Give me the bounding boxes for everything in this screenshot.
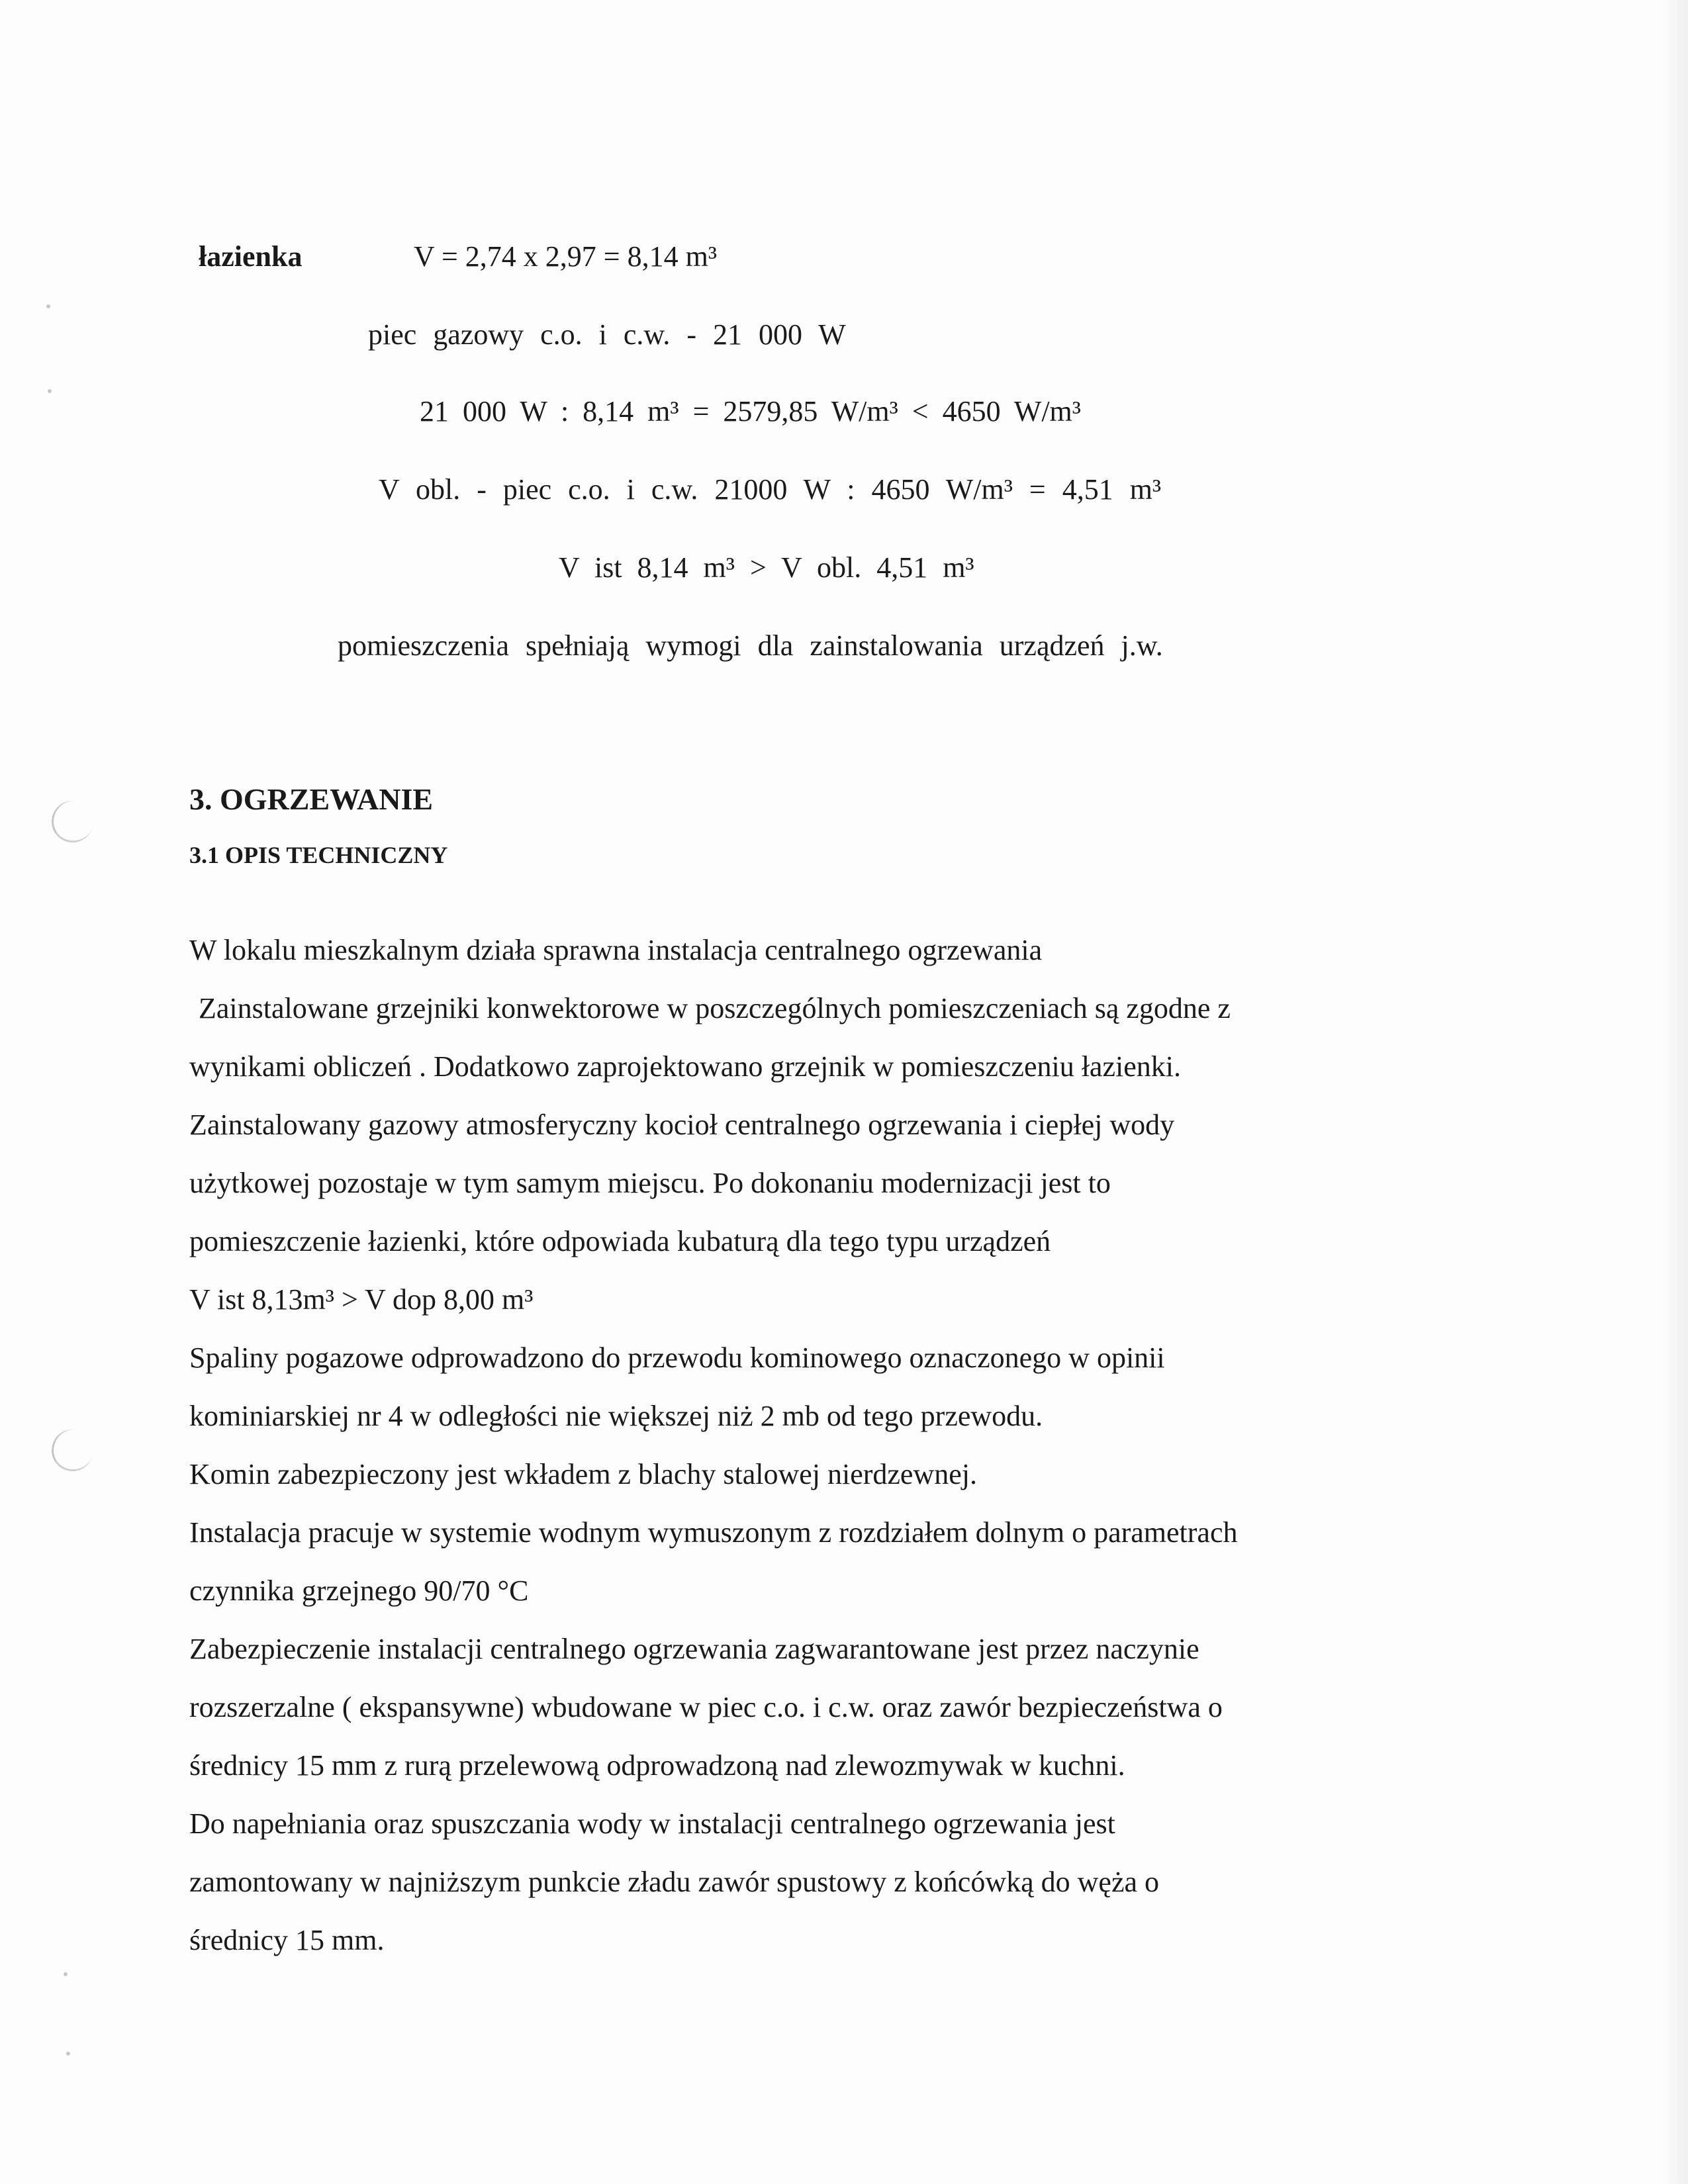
paragraph-line: kominiarskiej nr 4 w odległości nie większej niż 2 mb od tego przewodu. bbox=[189, 1400, 1043, 1432]
paragraph-line: Do napełniania oraz spuszczania wody w instalacji centralnego ogrzewania jest bbox=[189, 1807, 1115, 1840]
power-volume-ratio: 21 000 W : 8,14 m³ = 2579,85 W/m³ < 4650 W/m³ bbox=[420, 395, 1081, 428]
punch-hole-mark bbox=[48, 797, 97, 846]
volume-comparison: V ist 8,14 m³ > V obl. 4,51 m³ bbox=[559, 551, 974, 584]
scan-speck bbox=[48, 389, 52, 393]
paragraph-line: Zainstalowany gazowy atmosferyczny kocioł centralnego ogrzewania i ciepłej wody bbox=[189, 1109, 1175, 1141]
paragraph-line: zamontowany w najniższym punkcie zładu zawór spustowy z końcówką do węża o bbox=[189, 1866, 1159, 1898]
required-volume: V obl. - piec c.o. i c.w. 21000 W : 4650 W/m³ = 4,51 m³ bbox=[379, 473, 1162, 506]
paragraph-line: Zabezpieczenie instalacji centralnego ogrzewania zagwarantowane jest przez naczynie bbox=[189, 1633, 1199, 1665]
volume-formula: V = 2,74 x 2,97 = 8,14 m³ bbox=[414, 240, 718, 273]
paragraph-line: Spaliny pogazowe odprowadzono do przewodu kominowego oznaczonego w opinii bbox=[189, 1342, 1165, 1374]
section-heading: 3. OGRZEWANIE bbox=[189, 782, 434, 816]
paragraph-line: V ist 8,13m³ > V dop 8,00 m³ bbox=[189, 1283, 534, 1316]
scan-edge-shadow bbox=[1662, 0, 1688, 2184]
paragraph-line: średnicy 15 mm. bbox=[189, 1924, 385, 1956]
paragraph-line: Instalacja pracuje w systemie wodnym wymuszonym z rozdziałem dolnym o parametrach bbox=[189, 1516, 1238, 1549]
paragraph-line: rozszerzalne ( ekspansywne) wbudowane w piec c.o. i c.w. oraz zawór bezpieczeństwa o bbox=[189, 1691, 1223, 1723]
paragraph-line: średnicy 15 mm z rurą przelewową odprowadzoną nad zlewozmywak w kuchni. bbox=[189, 1749, 1125, 1782]
paragraph-line: W lokalu mieszkalnym działa sprawna instalacja centralnego ogrzewania bbox=[189, 934, 1043, 966]
paragraph-line: Komin zabezpieczony jest wkładem z blachy stalowej nierdzewnej. bbox=[189, 1458, 977, 1490]
conclusion: pomieszczenia spełniają wymogi dla zainstalowania urządzeń j.w. bbox=[338, 629, 1163, 662]
paragraph-line: pomieszczenie łazienki, które odpowiada kubaturą dla tego typu urządzeń bbox=[189, 1225, 1051, 1257]
boiler-power: piec gazowy c.o. i c.w. - 21 000 W bbox=[368, 318, 846, 351]
punch-hole-mark bbox=[48, 1426, 97, 1475]
room-label: łazienka bbox=[199, 240, 303, 273]
paragraph-line: czynnika grzejnego 90/70 °C bbox=[189, 1574, 529, 1607]
scan-speck bbox=[46, 304, 50, 308]
paragraph-line: wynikami obliczeń . Dodatkowo zaprojektowano grzejnik w pomieszczeniu łazienki. bbox=[189, 1050, 1181, 1083]
scan-speck bbox=[64, 1972, 68, 1976]
section-subheading: 3.1 OPIS TECHNICZNY bbox=[189, 842, 448, 868]
paragraph-line: użytkowej pozostaje w tym samym miejscu. Po dokonaniu modernizacji jest to bbox=[189, 1167, 1111, 1199]
scan-speck bbox=[66, 2052, 70, 2056]
paragraph-line: Zainstalowane grzejniki konwektorowe w poszczególnych pomieszczeniach są zgodne z bbox=[199, 992, 1231, 1024]
